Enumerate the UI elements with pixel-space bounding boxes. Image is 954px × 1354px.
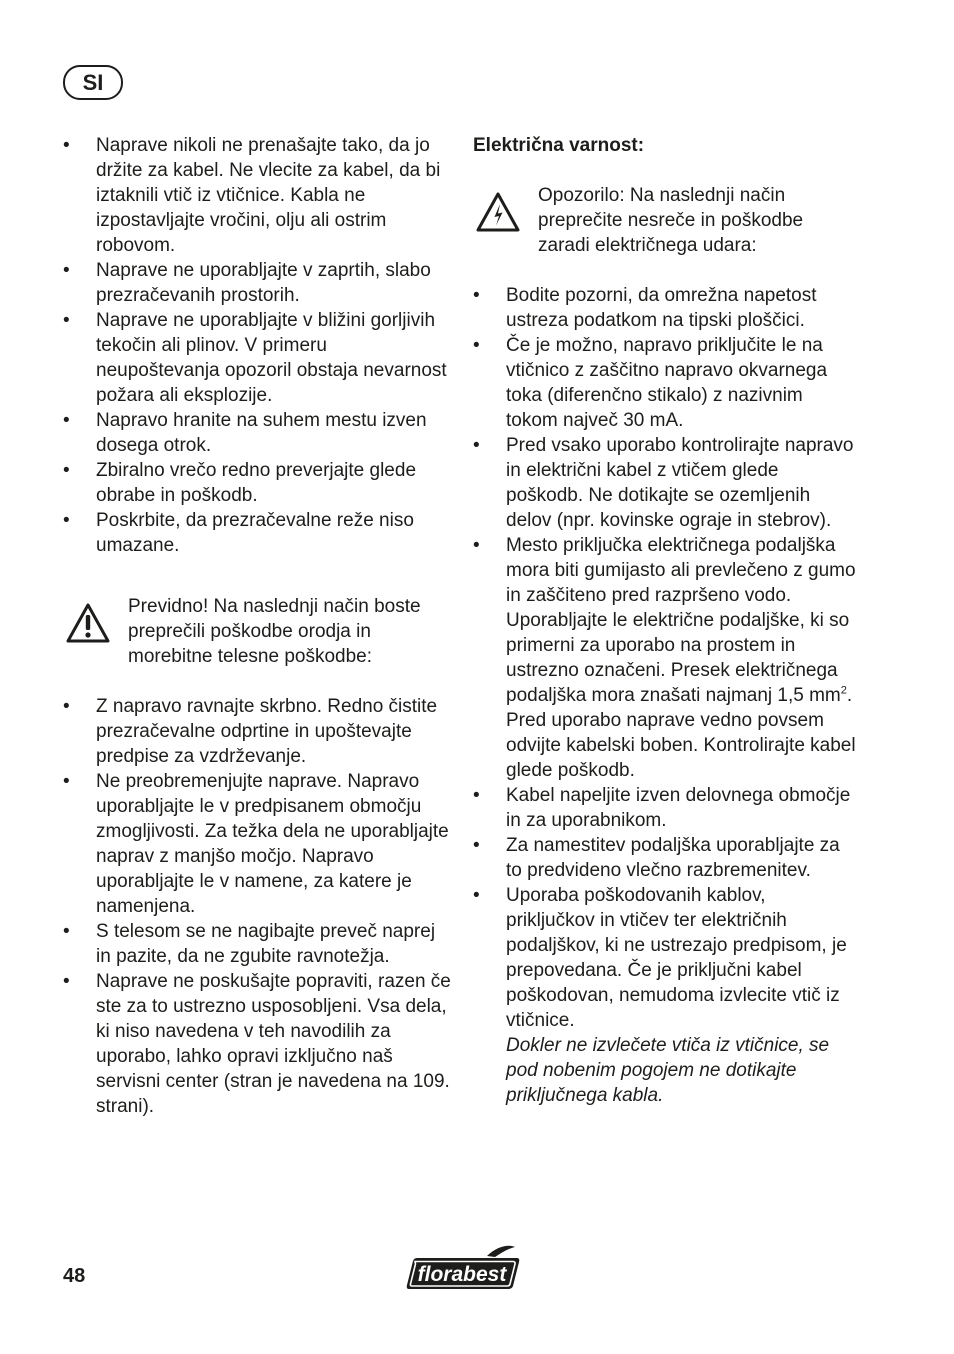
list-item xyxy=(473,533,858,783)
list-item: • Pred vsako uporabo kontrolirajte napravo in električni kabel z vtičem glede poškodb. Ne dotikajte se ozemljenih delov (npr. kovinske ograje in stebrov). xyxy=(473,433,858,533)
list-item: • Naprave ne uporabljajte v bližini gorljivih tekočin ali plinov. V primeru neupoštevanja opozoril obstaja nevarnost požara ali eksplozije. xyxy=(63,308,453,408)
page-number: 48 xyxy=(63,1265,86,1287)
list-item: • Kabel napeljite izven delovnega območje in za uporabnikom. xyxy=(473,783,858,833)
list-item: • S telesom se ne nagibajte preveč naprej in pazite, da ne zgubite ravnotežja. xyxy=(63,919,453,969)
list-item: • Z napravo ravnajte skrbno. Redno čistite prezračevalne odprtine in upoštevajte predpise za vzdrževanje. xyxy=(63,694,453,769)
damaged-cable-text: Uporaba poškodovanih kablov, priključkov in vtičev ter električnih podaljškov, ki ne ustrezajo predpisom, je prepovedana. Če je priključni kabel poškodovan, nemudoma izvlecite vtič iz vtičnice. xyxy=(506,885,847,1031)
plug-notice: Dokler ne izvlečete vtiča iz vtičnice, se pod nobenim pogojem ne dotikajte priključnega kabla. xyxy=(506,1035,830,1106)
safety-list-2 xyxy=(63,694,453,1119)
caution-icon xyxy=(65,602,111,644)
caution-text: Previdno! Na naslednji način boste preprečili poškodbe orodja in morebitne telesne poškodbe: xyxy=(128,596,421,667)
list-item: • Naprave nikoli ne prenašajte tako, da jo držite za kabel. Ne vlecite za kabel, da bi iztaknili vtič iz vtičnice. Kabla ne izpostavljajte vročini, olju ali ostrim robovom. xyxy=(63,133,453,258)
right-column xyxy=(473,133,858,1108)
list-item xyxy=(473,883,858,1108)
list-item: • Bodite pozorni, da omrežna napetost ustreza podatkom na tipski ploščici. xyxy=(473,283,858,333)
list-item: • Ne preobremenjujte naprave. Napravo uporabljajte le v predpisanem območju zmogljivosti. Za težka dela ne uporabljajte naprav z manjšo močjo. Napravo uporabljajte le v namene, za katere je namenjena. xyxy=(63,769,453,919)
safety-list-1 xyxy=(63,133,453,558)
language-badge: SI xyxy=(63,65,123,100)
list-item: • Naprave ne uporabljajte v zaprtih, slabo prezračevanih prostorih. xyxy=(63,258,453,308)
warning-text: Opozorilo: Na naslednji način preprečite nesreče in poškodbe zaradi električnega udara: xyxy=(538,185,804,256)
left-column xyxy=(63,133,453,1119)
electric-shock-warning-icon xyxy=(475,191,521,233)
electric-warning-block xyxy=(473,183,858,258)
electrical-safety-list xyxy=(473,283,858,1108)
list-item: • Poskrbite, da prezračevalne reže niso umazane. xyxy=(63,508,453,558)
list-item: • Za namestitev podaljška uporabljajte za to predvideno vlečno razbremenitev. xyxy=(473,833,858,883)
section-title: Električna varnost: xyxy=(473,135,645,156)
list-item: • Naprave ne poskušajte popraviti, razen če ste za to ustrezno usposobljeni. Vsa dela, ki niso navedena v teh navodilih za uporabo, lahko opravi izključno naš servisni center (stran je navedena na 109. strani). xyxy=(63,969,453,1119)
florabest-logo xyxy=(405,1244,521,1292)
list-item: • Če je možno, napravo priključite le na vtičnico z zaščitno napravo okvarnega toka (diferenčno stikalo) z nazivnim tokom največ 30 mA. xyxy=(473,333,858,433)
extension-text-cont: . Pred uporabo naprave vedno povsem odvijte kabelski boben. Kontrolirajte kabel glede poškodb. xyxy=(506,685,856,781)
list-item: • Napravo hranite na suhem mestu izven dosega otrok. xyxy=(63,408,453,458)
list-item: • Zbiralno vrečo redno preverjajte glede obrabe in poškodb. xyxy=(63,458,453,508)
extension-text: Mesto priključka električnega podaljška mora biti gumijasto ali prevlečeno z gumo in zaščiteno pred razpršeno vodo. Uporabljajte le električne podaljške, ki so primerni za uporabo na prostem in ustrezno označeni. Presek električnega podaljška mora znašati najmanj 1,5 mm xyxy=(506,535,856,706)
caution-block xyxy=(63,594,453,669)
superscript: 2 xyxy=(840,684,847,697)
logo-text: florabest xyxy=(417,1263,507,1286)
